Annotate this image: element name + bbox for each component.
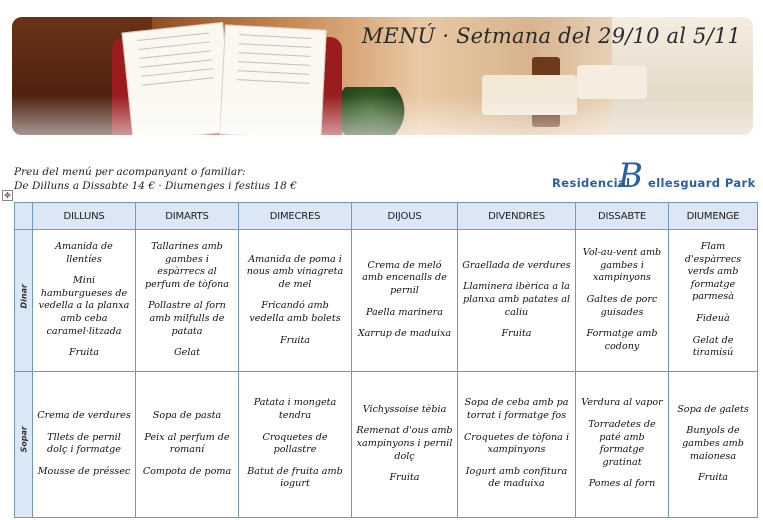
dish: Amanida de poma i nous amb vinagreta de mel xyxy=(246,253,344,290)
dish: Crema de meló amb encenalls de pernil xyxy=(362,259,447,297)
dish: Peix al perfum de romaní xyxy=(144,431,230,456)
menu-cell xyxy=(669,230,758,372)
dish: Compota de poma xyxy=(142,465,232,477)
menu-cell xyxy=(33,371,136,517)
dish: Galtes de porc guisades xyxy=(586,294,658,318)
menu-cell xyxy=(239,371,352,517)
dish: Llaminera ibèrica a la planxa amb patates al caliu xyxy=(462,281,571,318)
dish: Gelat de tiramisú xyxy=(692,334,734,359)
dish: Formatge amb codony xyxy=(586,328,658,352)
header-corner xyxy=(15,203,33,230)
day-header: DILLUNS xyxy=(33,203,136,230)
dish: Verdura al vapor xyxy=(581,397,663,409)
dish: Pomes al forn xyxy=(588,478,656,490)
meal-label-cell xyxy=(15,230,33,372)
dish: Sopa de pasta xyxy=(152,410,222,422)
dish: Mini hamburgueses de vedella a la planxa amb ceba caramel·litzada xyxy=(38,275,130,337)
dish: Fruita xyxy=(697,472,729,484)
dish: Iogurt amb confitura de maduixa xyxy=(465,465,568,490)
menu-cell xyxy=(458,371,576,517)
dish: Crema de verdures xyxy=(37,410,131,422)
meal-label: Sopar xyxy=(19,425,29,453)
dish: Xarrup de maduixa xyxy=(357,328,452,340)
dish: Bunyols de gambes amb maionesa xyxy=(682,425,744,462)
menu-title: MENÚ · Setmana del 29/10 al 5/11 xyxy=(361,24,741,48)
day-header: DIMARTS xyxy=(136,203,239,230)
logo-word: Residencial xyxy=(552,176,631,190)
day-header: DIVENDRES xyxy=(458,203,576,230)
dish: Remenat d'ous amb xampinyons i pernil dolç xyxy=(356,425,453,462)
price-note-line: Preu del menú per acompanyant o familiar: xyxy=(14,166,246,178)
dish: Fideuà xyxy=(696,312,730,324)
price-note-line: De Dilluns a Dissabte 14 € · Diumenges i festius 18 € xyxy=(14,180,297,192)
meal-row-dinar xyxy=(15,230,758,372)
dish: Gelat xyxy=(174,347,200,359)
menu-cell xyxy=(576,230,669,372)
dish: Batut de fruita amb iogurt xyxy=(247,465,343,490)
dish: Torradetes de paté amb formatge gratinat xyxy=(588,419,656,468)
banner-table xyxy=(577,65,647,99)
dish: Fruita xyxy=(501,328,532,340)
weekly-menu-table xyxy=(14,202,758,518)
day-header: DIMECRES xyxy=(239,203,352,230)
dish: Croquetes de tòfona i xampinyons xyxy=(463,431,570,456)
menu-cell xyxy=(33,230,136,372)
banner-fade xyxy=(12,95,753,135)
dish: Sopa de ceba amb pa torrat i formatge fos xyxy=(464,397,569,422)
dish: Paella marinera xyxy=(366,306,443,318)
dish: Fruita xyxy=(389,472,420,484)
day-header: DISSABTE xyxy=(576,203,669,230)
dish: Fruita xyxy=(279,334,311,346)
meal-label: Dinar xyxy=(19,283,29,309)
dish: Vol-au-vent amb gambes i xampinyons xyxy=(582,247,662,284)
meal-row-sopar xyxy=(15,371,758,517)
menu-cell xyxy=(352,230,458,372)
day-header: DIUMENGE xyxy=(669,203,758,230)
dish: Vichyssoise tèbia xyxy=(362,403,447,415)
menu-cell xyxy=(669,371,758,517)
logo-initial: B xyxy=(618,156,643,196)
table-move-handle-icon[interactable]: ✥ xyxy=(2,190,13,201)
price-note xyxy=(14,165,297,193)
meal-label-cell xyxy=(15,371,33,517)
dish: Fruita xyxy=(68,347,100,359)
dish: Sopa de galets xyxy=(677,403,749,415)
dish: Amanida de llentíes xyxy=(55,241,113,265)
menu-cell xyxy=(239,230,352,372)
residence-logo xyxy=(548,158,758,200)
day-header: DIJOUS xyxy=(352,203,458,230)
dish: Tllets de pernil dolç i formatge xyxy=(47,431,121,456)
dish: Mousse de préssec xyxy=(37,465,131,477)
menu-cell xyxy=(136,230,239,372)
dish: Croquetes de pollastre xyxy=(262,431,328,456)
dish: Fricandó amb vedella amb bolets xyxy=(249,300,341,324)
menu-cell xyxy=(352,371,458,517)
logo-word: ellesguard Park xyxy=(648,176,756,190)
dish: Patata i mongeta tendra xyxy=(253,397,337,422)
menu-cell xyxy=(576,371,669,517)
menu-cell xyxy=(458,230,576,372)
dish: Pollastre al forn amb milfulls de patata xyxy=(148,300,226,337)
table-header-row xyxy=(15,203,758,230)
dish: Flam d'espàrrecs verds amb formatge parmesà xyxy=(684,241,742,303)
menu-cell xyxy=(136,371,239,517)
dish: Graellada de verdures xyxy=(462,259,571,271)
dish: Tallarines amb gambes i espàrrecs al perfum de tòfona xyxy=(144,241,229,290)
